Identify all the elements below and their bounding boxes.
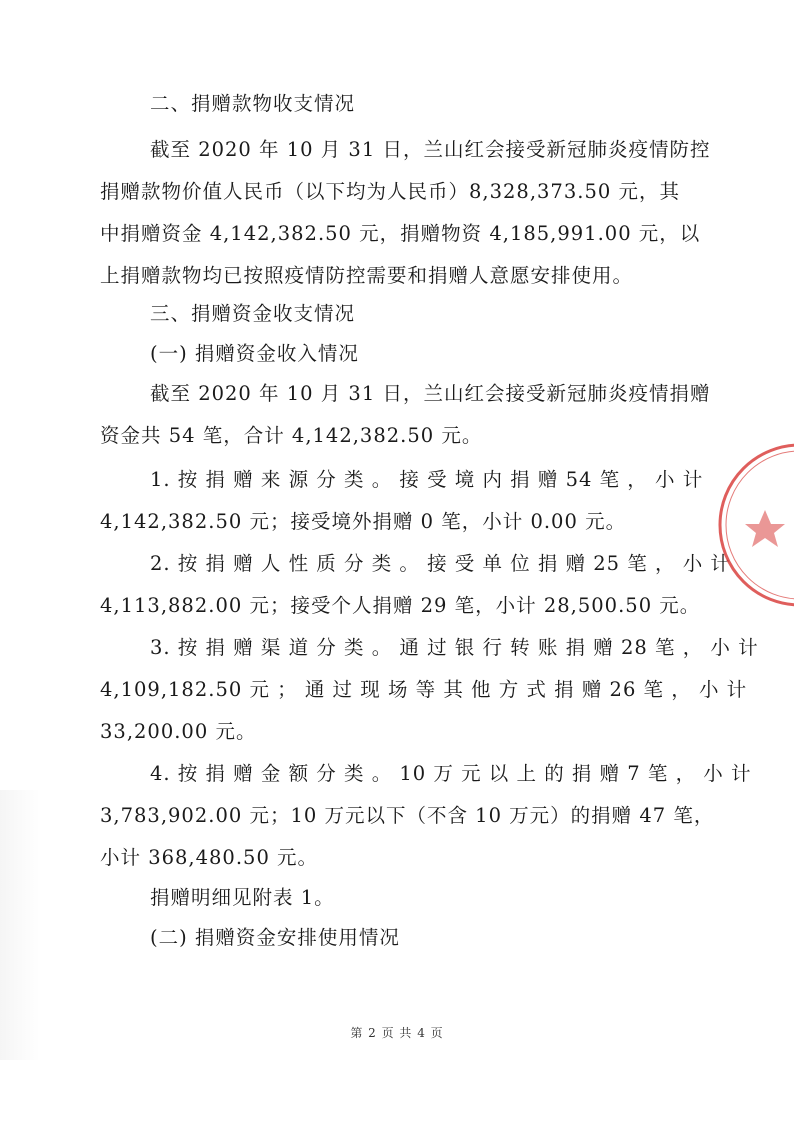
item4-line-2: 3,783,902.00 元；10 万元以下（不含 10 万元）的捐赠 47 笔， [100, 804, 715, 827]
section2-line-4: 上捐赠款物均已按照疫情防控需要和捐赠人意愿安排使用。 [100, 264, 634, 287]
item2-line-2: 4,113,882.00 元；接受个人捐赠 29 笔，小计 28,500.50 元。 [100, 594, 701, 617]
item3-line-1: 3. 按 捐 赠 渠 道 分 类 。 通 过 银 行 转 账 捐 赠 28 笔 ， 小 计 [150, 636, 759, 659]
scan-shadow [0, 790, 40, 1060]
section2-heading: 二、捐赠款物收支情况 [150, 92, 356, 115]
item1-line-2: 4,142,382.50 元；接受境外捐赠 0 笔，小计 0.00 元。 [100, 510, 627, 533]
section3-sub1: (一) 捐赠资金收入情况 [150, 342, 359, 365]
item4-line-1: 4. 按 捐 赠 金 额 分 类 。 10 万 元 以 上 的 捐 赠 7 笔 ， 小 计 [150, 762, 752, 785]
item1-line-1: 1. 按 捐 赠 来 源 分 类 。 接 受 境 内 捐 赠 54 笔 ， 小 计 [150, 468, 704, 491]
section2-line-2: 捐赠款物价值人民币（以下均为人民币）8,328,373.50 元，其 [100, 180, 680, 203]
detail-note: 捐赠明细见附表 1。 [150, 886, 335, 909]
section3-intro-line-2: 资金共 54 笔，合计 4,142,382.50 元。 [100, 424, 483, 447]
section2-line-1: 截至 2020 年 10 月 31 日，兰山红会接受新冠肺炎疫情防控 [150, 138, 711, 161]
official-seal [705, 440, 794, 610]
section3-heading: 三、捐赠资金收支情况 [150, 302, 356, 325]
item3-line-3: 33,200.00 元。 [100, 720, 257, 743]
seal-icon [705, 440, 794, 610]
section2-line-3: 中捐赠资金 4,142,382.50 元，捐赠物资 4,185,991.00 元，以 [100, 222, 701, 245]
section3-sub2: (二) 捐赠资金安排使用情况 [150, 926, 400, 949]
item3-line-2: 4,109,182.50 元 ； 通 过 现 场 等 其 他 方 式 捐 赠 26 笔 ， 小 计 [100, 678, 748, 701]
page-number: 第 2 页 共 4 页 [350, 1026, 444, 1040]
item2-line-1: 2. 按 捐 赠 人 性 质 分 类 。 接 受 单 位 捐 赠 25 笔 ， 小 计 [150, 552, 731, 575]
section3-intro-line-1: 截至 2020 年 10 月 31 日，兰山红会接受新冠肺炎疫情捐赠 [150, 382, 711, 405]
item4-line-3: 小计 368,480.50 元。 [100, 846, 319, 869]
